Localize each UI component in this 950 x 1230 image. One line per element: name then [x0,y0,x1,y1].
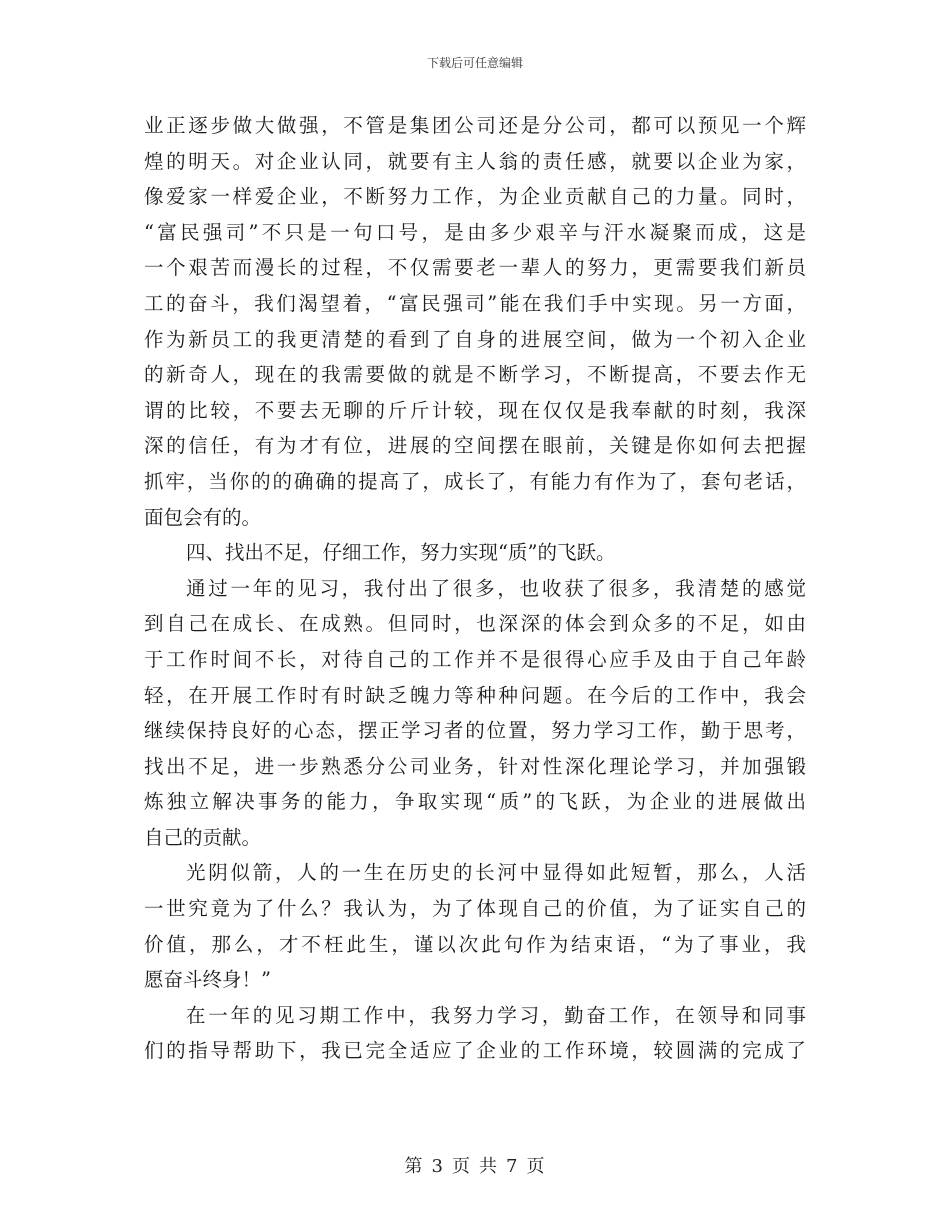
text-line: 工的奋斗，我们渴望着，“富民强司”能在我们手中实现。另一方面， [144,291,806,315]
text-line: 轻，在开展工作时有时缺乏魄力等种种问题。在今后的工作中，我会 [144,683,806,707]
page-header: 下载后可任意编辑 [426,56,523,70]
page-footer [0,1152,950,1178]
text-line: 愿奋斗终身！” [144,968,271,992]
text-line: 在一年的见习期工作中，我努力学习，勤奋工作，在领导和同事 [186,1003,806,1027]
text-line: 深的信任，有为才有位，进展的空间摆在眼前，关键是你如何去把握 [144,434,806,458]
text-line: 一世究竟为了什么？我认为，为了体现自己的价值，为了证实自己的 [144,897,806,921]
text-line: 一个艰苦而漫长的过程，不仅需要老一辈人的努力，更需要我们新员 [144,256,806,280]
text-line: 四、找出不足，仔细工作，努力实现“质”的飞跃。 [186,541,616,565]
footer-label-di: 第 [404,1156,424,1177]
text-line: 谓的比较，不要去无聊的斤斤计较，现在仅仅是我奉献的时刻，我深 [144,398,806,422]
text-line: 通过一年的见习，我付出了很多，也收获了很多，我清楚的感觉 [186,576,806,600]
text-line: 面包会有的。 [144,505,262,529]
footer-current-page: 3 [431,1156,444,1177]
footer-total-pages: 7 [506,1156,519,1177]
footer-label-ye2: 页 [526,1156,546,1177]
text-line: 自己的贡献。 [144,825,262,849]
text-line: 像爱家一样爱企业，不断努力工作，为企业贡献自己的力量。同时， [144,185,806,209]
body-text [144,108,806,1069]
text-line: “富民强司”不只是一句口号，是由多少艰辛与汗水凝聚而成，这是 [144,220,806,244]
text-line: 煌的明天。对企业认同，就要有主人翁的责任感，就要以企业为家， [144,149,806,173]
text-line: 到自己在成长、在成熟。但同时，也深深的体会到众多的不足，如由 [144,612,806,636]
footer-label-ye: 页 [452,1156,471,1177]
text-line: 的新奇人，现在的我需要做的就是不断学习，不断提高，不要去作无 [144,363,806,387]
text-line: 作为新员工的我更清楚的看到了自身的进展空间，做为一个初入企业 [144,327,806,351]
text-line: 抓牢，当你的的确确的提高了，成长了，有能力有作为了，套句老话， [144,469,806,493]
footer-label-gong: 共 [479,1156,498,1177]
text-line: 价值，那么，才不枉此生，谨以次此句作为结束语，“为了事业，我 [144,932,806,956]
text-line: 炼独立解决事务的能力，争取实现“质”的飞跃，为企业的进展做出 [144,790,806,814]
text-line: 找出不足，进一步熟悉分公司业务，针对性深化理论学习，并加强锻 [144,754,806,778]
text-line: 光阴似箭，人的一生在历史的长河中显得如此短暂，那么，人活 [186,861,806,885]
text-line: 们的指导帮助下，我已完全适应了企业的工作环境，较圆满的完成了 [144,1039,806,1063]
text-line: 继续保持良好的心态，摆正学习者的位置，努力学习工作，勤于思考， [144,719,806,743]
text-line: 业正逐步做大做强，不管是集团公司还是分公司，都可以预见一个辉 [144,114,806,137]
text-line: 于工作时间不长，对待自己的工作并不是很得心应手及由于自己年龄 [144,647,806,671]
